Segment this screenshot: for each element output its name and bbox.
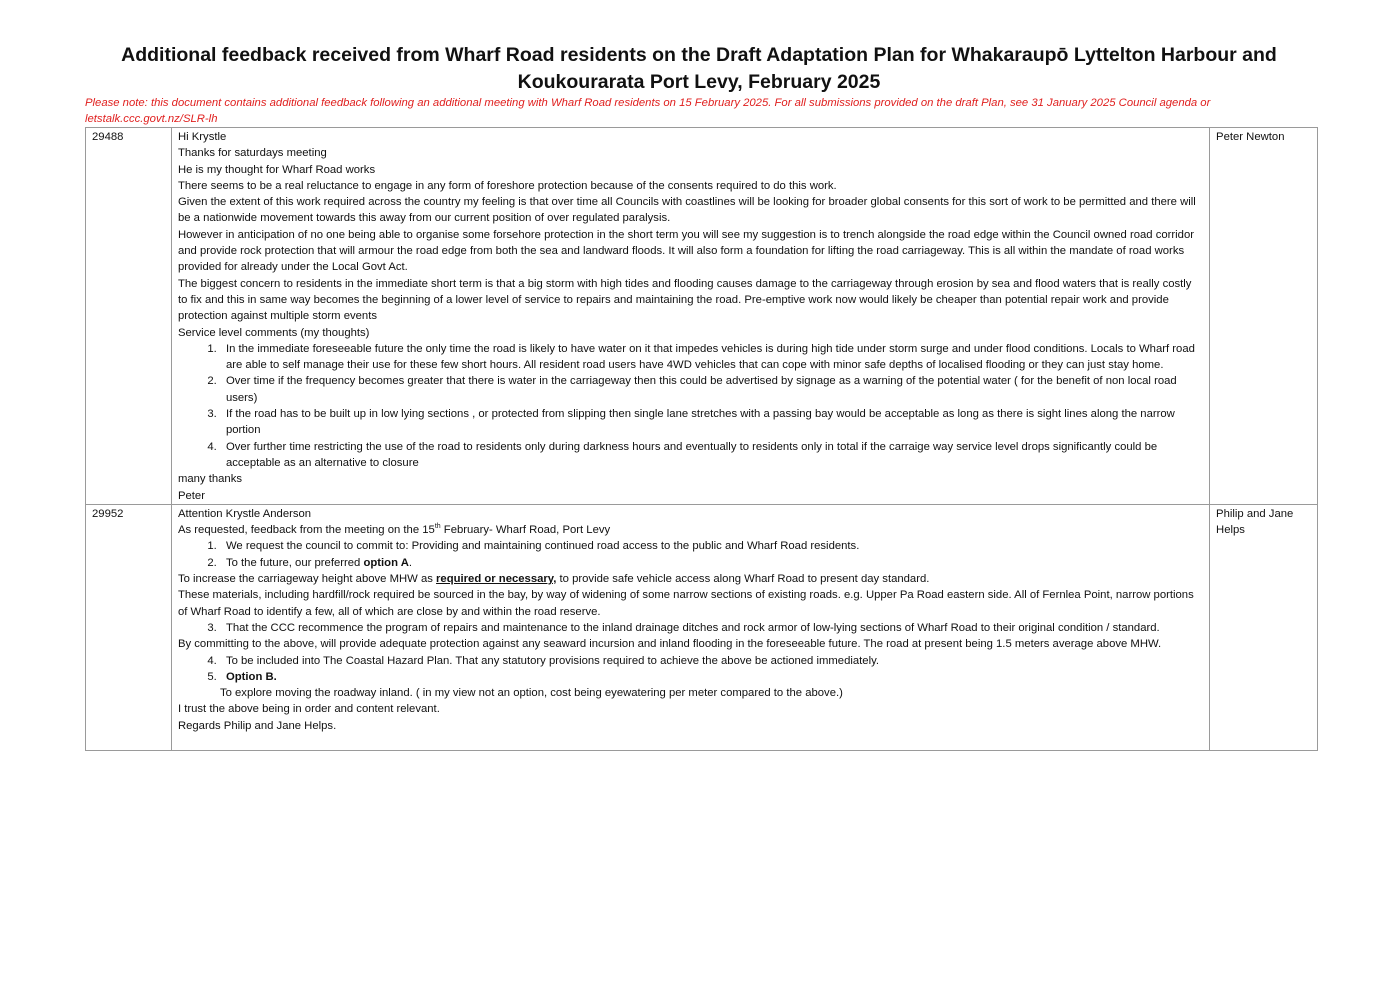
text: to provide safe vehicle access along Wharf Road to present day standard. <box>556 573 930 586</box>
text: February- Wharf Road, Port Levy <box>440 524 611 537</box>
paragraph: I trust the above being in order and content relevant. <box>177 703 440 716</box>
page-title: Additional feedback received from Wharf Road residents on the Draft Adaptation Plan for Whakaraupō Lyttelton Harbour and Koukourarata Port Levy, February 2025 <box>121 44 1277 93</box>
paragraph: Hi Krystle <box>177 131 227 143</box>
list-item: 2. Over time if the frequency becomes greater that there is water in the carriageway then this could be advertised by signage as a warning of the potential water ( for the benefit of non local road users) <box>220 373 1203 406</box>
list-item: 3. That the CCC recommence the program of repairs and maintenance to the inland drainage ditches and rock armor of low-lying sections of Wharf Road to their original condition / standard. <box>220 620 1203 636</box>
paragraph: Given the extent of this work required across the country my feeling is that over time all Councils with coastlines will be looking for broader global consents for this sort of work to be permitted and there will be a nationwide movement towards this away from our current position of over regulated paralysis. <box>177 196 1196 225</box>
list-item: 1. We request the council to commit to: Providing and maintaining continued road access to the public and Wharf Road residents. <box>220 538 1203 554</box>
text: To the future, our preferred <box>225 556 364 569</box>
signature: Peter <box>177 489 205 502</box>
table-row <box>86 128 1318 505</box>
table-row <box>86 504 1318 750</box>
paragraph: Attention Krystle Anderson <box>177 507 312 520</box>
signature: Regards Philip and Jane Helps. <box>177 719 337 732</box>
text: To increase the carriageway height above MHW as <box>177 573 437 586</box>
submission-text <box>171 504 1209 750</box>
list-item: 1. In the immediate foreseeable future the only time the road is likely to have water on it that impedes vehicles is during high tide under storm surge and under flood conditions. Locals to Wharf road are able to self manage their use for these few short hours. All resident road users have 4WD vehicles that can cope with minor safe depths of localised flooding or they can just stay home. <box>220 341 1203 374</box>
submitter-name: Peter Newton <box>1210 128 1318 505</box>
submitter-name: Philip and Jane Helps <box>1210 504 1318 750</box>
superscript: th <box>434 523 441 531</box>
submission-id: 29488 <box>86 128 172 505</box>
submission-text <box>171 128 1209 505</box>
list-item: 3. If the road has to be built up in low lying sections , or protected from slipping then single lane stretches with a passing bay would be acceptable as long as there is sight lines along the narrow portion <box>220 406 1203 439</box>
page-note: Please note: this document contains additional feedback following an additional meeting with Wharf Road residents on 15 February 2025. For all submissions provided on the draft Plan, see 31 January 2025 Council agenda or letstalk.ccc.govt.nz/SLR-lh <box>85 97 1211 125</box>
numbered-list <box>178 653 1203 686</box>
paragraph: Thanks for saturdays meeting <box>177 147 327 160</box>
list-item: 4. To be included into The Coastal Hazard Plan. That any statutory provisions required to achieve the above be actioned immediately. <box>220 653 1203 669</box>
paragraph: These materials, including hardfill/rock required be sourced in the bay, by way of widening of some narrow sections of existing roads. e.g. Upper Pa Road eastern side. All of Fernlea Point, narrow portions of Wharf Road to identify a few, all of which are close by and within the road reserve. <box>177 589 1194 618</box>
list-item <box>220 669 1203 685</box>
list-item <box>220 555 1203 571</box>
submission-id: 29952 <box>86 504 172 750</box>
paragraph: By committing to the above, will provide adequate protection against any seaward incursion and inland flooding in the foreseeable future. The road at present being 1.5 meters average above MHW. <box>177 638 1162 651</box>
list-item: 4. Over further time restricting the use of the road to residents only during darkness hours and eventually to residents only in total if the carraige way service level drops significantly could be acceptable as an alternative to closure <box>220 439 1203 472</box>
paragraph <box>178 522 1203 538</box>
paragraph: However in anticipation of no one being able to organise some forsehore protection in the short term you will see my suggestion is to trench alongside the road edge within the Council owned road corridor and provide rock protection that will armour the road edge from both the sea and landward floods. It will also form a foundation for lifting the road carriageway. This is all within the mandate of road works provided for already under the Local Govt Act. <box>177 228 1195 274</box>
paragraph: many thanks <box>177 473 243 486</box>
paragraph: The biggest concern to residents in the immediate short term is that a big storm with high tides and flooding causes damage to the carriageway through erosion by sea and flood waters that is really costly to fix and this in same way becomes the beginning of a lower level of service to repairs and maintaining the road. Pre-emptive work now would likely be cheaper than potential repair work and provide protection against multiple storm events <box>177 277 1192 323</box>
numbered-list <box>178 538 1203 571</box>
bold-text: Option B. <box>225 670 277 683</box>
feedback-table <box>85 127 1318 751</box>
text: As requested, feedback from the meeting on the 15 <box>177 524 435 537</box>
text: . <box>408 556 413 569</box>
numbered-list <box>178 341 1203 471</box>
paragraph <box>178 571 1203 587</box>
bold-text: option A <box>363 556 409 569</box>
numbered-list <box>178 620 1203 636</box>
paragraph: There seems to be a real reluctance to engage in any form of foreshore protection because of the consents required to do this work. <box>177 179 837 192</box>
emphasis-text: required or necessary, <box>436 573 557 586</box>
paragraph: To explore moving the roadway inland. ( in my view not an option, cost being eyewatering per meter compared to the above.) <box>219 687 843 700</box>
paragraph: He is my thought for Wharf Road works <box>177 163 376 176</box>
paragraph: Service level comments (my thoughts) <box>177 326 370 339</box>
